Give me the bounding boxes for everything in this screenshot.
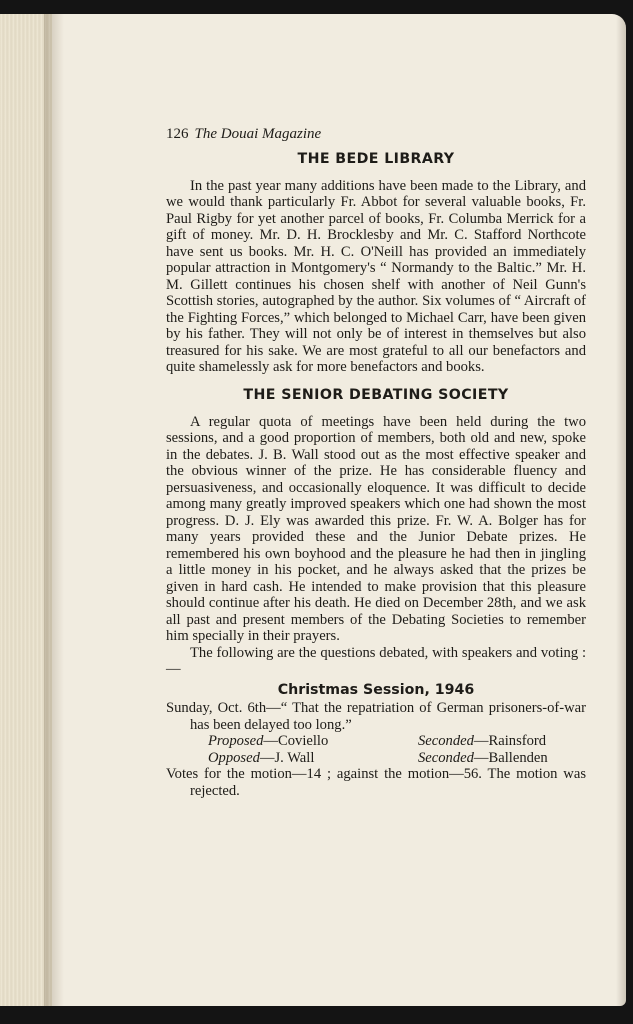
session-heading: Christmas Session, 1946 — [277, 681, 475, 698]
page-number: 126 — [166, 126, 189, 142]
opposed-name: —J. Wall — [259, 749, 315, 766]
page-curl-shadow — [616, 14, 626, 1006]
speakers-row-2 — [166, 750, 586, 767]
section-title-bede-library: THE BEDE LIBRARY — [297, 150, 455, 167]
seconded-name-1: —Rainsford — [473, 733, 547, 749]
page-content — [166, 126, 586, 799]
vote-result: Votes for the motion—14 ; against the motion—56. The motion was rejected. — [166, 766, 586, 799]
debate-motion: Sunday, Oct. 6th—“ That the repatriation of German prisoners-of-war has been delayed too long.” — [166, 700, 586, 733]
magazine-title: The Douai Magazine — [194, 126, 322, 142]
opposed-label: Opposed — [208, 749, 260, 766]
seconded-label-1: Seconded — [418, 733, 474, 749]
seconded-label-2: Seconded — [418, 749, 474, 766]
running-header — [166, 126, 586, 143]
proposed-label: Proposed — [208, 733, 264, 749]
bede-library-paragraph: In the past year many additions have been made to the Library, and we would thank particularly Fr. Abbot for several valuable books, Fr. Paul Rigby for yet another parcel of books, Fr. Columba Merrick for a gift of money. Mr. D. H. Brocklesby and Mr. C. Stafford Northcote have sent us books. Mr. H. C. O'Neill has provided an immediately popular attraction in Montgomery's “ Normandy to the Baltic.” Mr. H. M. Gillett continues his chosen shelf with another of Neil Gunn's Scottish stories, autographed by the author. Six volumes of “ Aircraft of the Fighting Forces,” which belonged to Michael Carr, have been given by his father. They will not only be of interest in themselves but also treasured for his sake. We are most grateful to all our benefactors and quite shamelessly ask for more benefactors and books. — [166, 177, 586, 375]
debating-intro-paragraph: The following are the questions debated, with speakers and voting :— — [166, 644, 586, 677]
debating-paragraph: A regular quota of meetings have been held during the two sessions, and a good proportion of members, both old and new, spoke in the debates. J. B. Wall stood out as the most effective speaker and the obvious winner of the prize. He has considerable fluency and persuasiveness, and occasionally eloquence. It was difficult to decide among many greatly improved speakers which one had shown the most progress. D. J. Ely was awarded this prize. Fr. W. A. Bolger has for many years provided these and the Junior Debate prizes. He remembered his own boyhood and the pleasure he had then in jingling a little money in his pocket, and he always asked that the prizes be given in hard cash. He intended to make provision that this pleasure should continue after his death. He died on December 28th, and we ask all past and present members of the Debating Societies to remember him specially in their prayers. — [166, 413, 586, 644]
proposed-name: —Coviello — [263, 733, 329, 749]
seconded-name-2: —Ballenden — [473, 749, 548, 766]
speakers-row-1 — [166, 733, 586, 750]
section-title-debating-society: THE SENIOR DEBATING SOCIETY — [243, 386, 509, 403]
gutter-shadow — [44, 14, 64, 1006]
